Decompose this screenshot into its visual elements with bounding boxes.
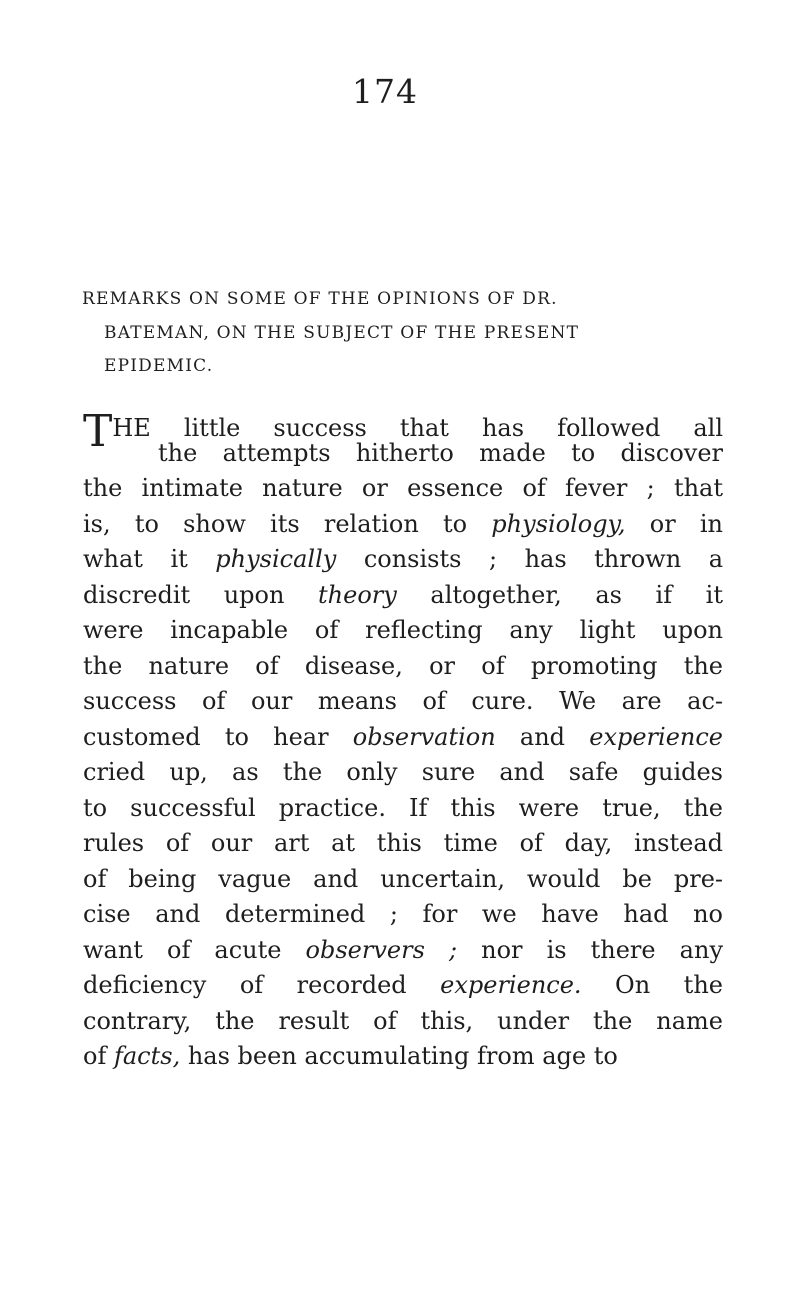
text-segment: deficiency of recorded [83, 971, 441, 999]
text-line [83, 613, 723, 649]
heading-line: REMARKS ON SOME OF THE OPINIONS OF DR. [82, 289, 558, 309]
text-segment: of [83, 1042, 114, 1070]
text-segment: consists ; has thrown a [336, 545, 723, 573]
body-paragraph [83, 400, 723, 1075]
text-segment: the attempts hitherto made to discover [158, 438, 723, 467]
text-segment: cried up, as the only sure and safe guides [83, 758, 723, 786]
heading-line: EPIDEMIC. [104, 356, 214, 376]
text-line [83, 436, 723, 472]
heading-line: BATEMAN, ON THE SUBJECT OF THE PRESENT [104, 322, 580, 343]
italic-text: theory [318, 580, 397, 609]
text-segment: has been accumulating from age to [180, 1042, 618, 1070]
italic-text: physiology, [491, 509, 626, 538]
text-line [83, 578, 723, 614]
text-line [83, 933, 723, 969]
section-heading [82, 283, 722, 384]
text-segment: were incapable of reflecting any light upon [83, 616, 723, 644]
text-segment: success of our means of cure. We are ac- [83, 687, 723, 715]
text-line [83, 471, 723, 507]
text-segment: is, to show its relation to [83, 509, 492, 538]
text-line [83, 1039, 723, 1075]
text-segment: cise and determined ; for we have had no [83, 900, 723, 928]
text-line [83, 897, 723, 933]
text-segment: or in [625, 509, 723, 538]
text-segment: what it [83, 545, 216, 573]
text-segment: and [495, 722, 590, 751]
text-line [83, 755, 723, 791]
text-segment: rules of our art at this time of day, instead [83, 829, 723, 857]
text-segment: discredit upon [83, 580, 319, 609]
text-segment: contrary, the result of this, under the name [83, 1006, 723, 1035]
page-number: 174 [352, 72, 418, 111]
text-segment: altogether, as if it [396, 580, 723, 609]
italic-text: experience [589, 722, 723, 751]
text-segment: the intimate nature or essence of fever ; that [83, 474, 723, 502]
drop-cap: T [83, 406, 113, 457]
text-line [83, 862, 723, 898]
text-line [83, 542, 723, 578]
text-segment: nor is there any [457, 935, 723, 964]
text-segment: want of acute [83, 935, 306, 964]
text-segment: On the [581, 971, 723, 999]
text-line [83, 968, 723, 1004]
text-segment: the nature of disease, or of promoting the [83, 651, 723, 680]
italic-text: facts, [113, 1042, 181, 1070]
text-line [83, 720, 723, 756]
text-segment: to successful practice. If this were true, the [83, 793, 723, 822]
italic-text: observers ; [305, 935, 458, 964]
text-line [83, 826, 723, 862]
italic-text: physically [215, 545, 337, 573]
italic-text: observation [352, 722, 496, 751]
italic-text: experience. [440, 971, 582, 999]
text-line [83, 791, 723, 827]
text-line [83, 684, 723, 720]
text-segment: of being vague and uncertain, would be pre- [83, 864, 723, 893]
text-line [83, 1004, 723, 1040]
text-segment: HE little success that has followed all [112, 414, 723, 442]
text-segment: customed to hear [83, 722, 353, 751]
text-line [83, 507, 723, 543]
text-line [83, 649, 723, 685]
